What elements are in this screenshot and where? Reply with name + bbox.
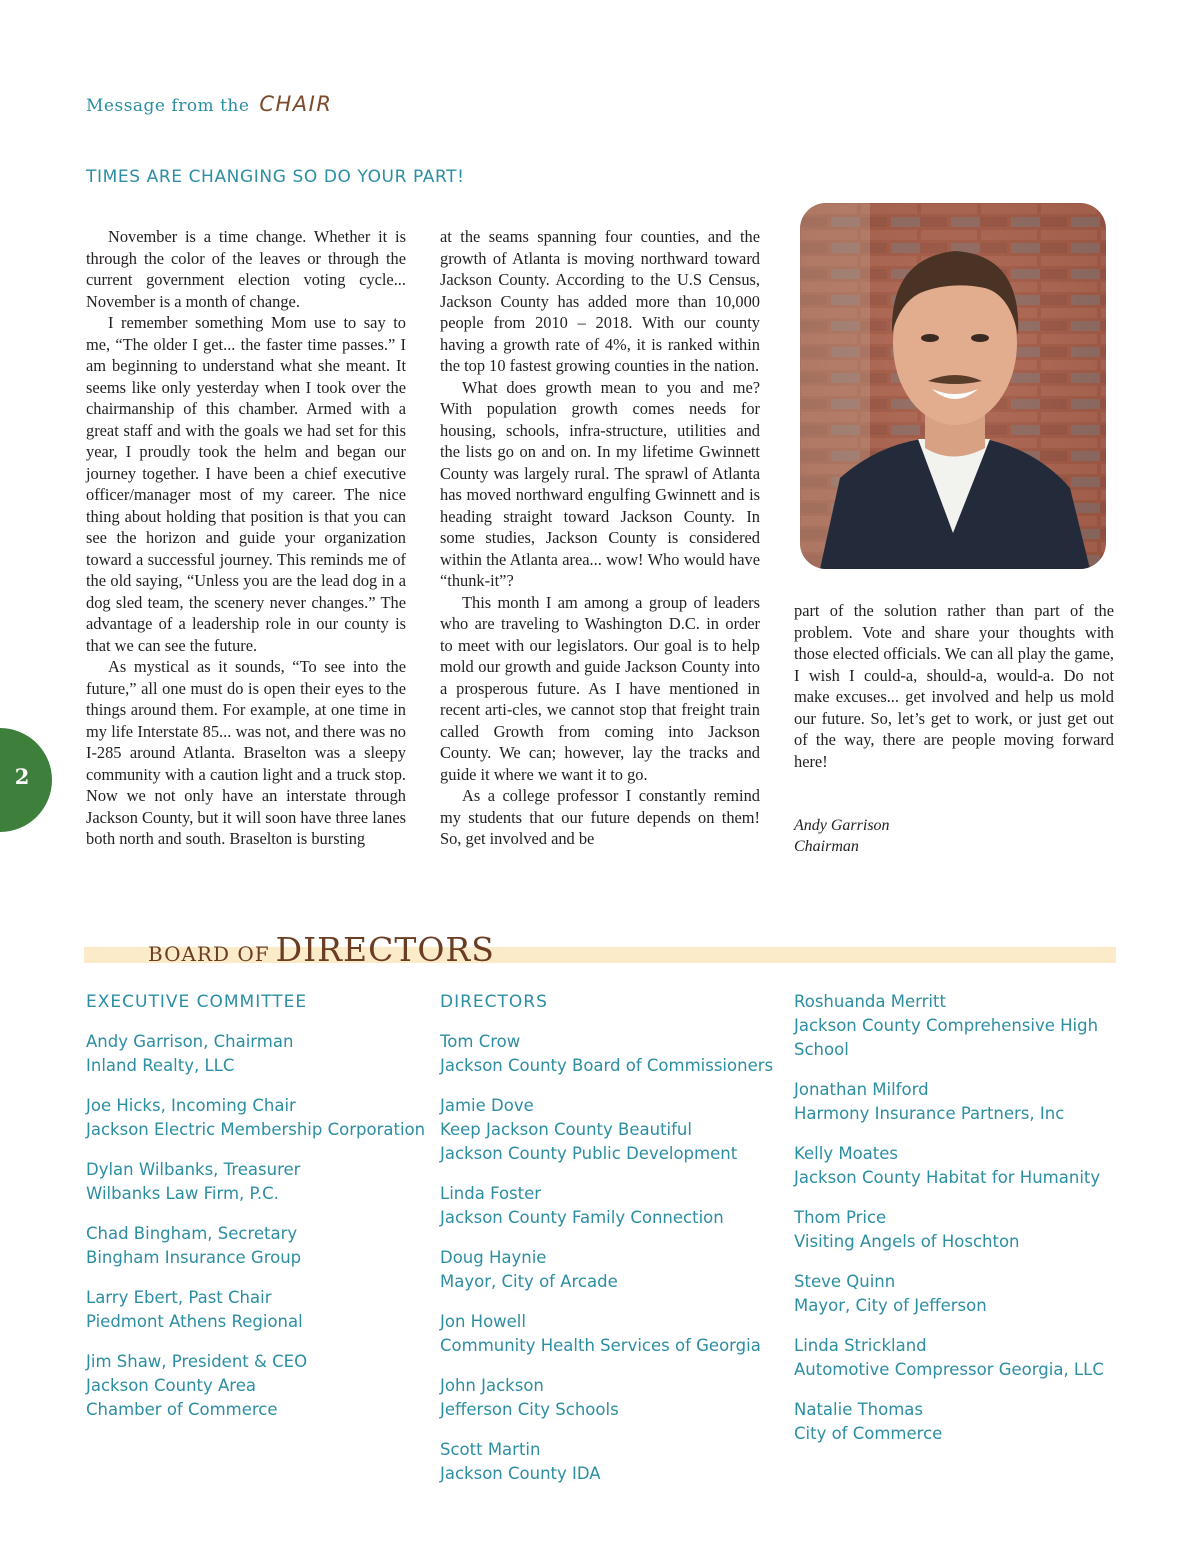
board-member <box>86 1222 426 1270</box>
paragraph: What does growth mean to you and me? With population growth comes needs for housing, schools, infra-structure, utilities and the lists go on and on. In my lifetime Gwinnett County was largely rural. The sprawl of Atlanta has moved northward engulfing Gwinnett and is heading straight toward Jackson County. In some studies, Jackson County is considered within the Atlanta area... wow! Who would have “thunk-it”? <box>440 377 760 590</box>
member-name: Jim Shaw, President & CEO <box>86 1352 308 1371</box>
paragraph: part of the solution rather than part of the problem. Vote and share your thoughts with those elected officials. We can all play the game, I wish I could-a, should-a, would-a. Do not make excuses... get involved and help us mold our future. So, let’s get to work, or just get out of the way, there are people moving forward here! <box>794 601 1114 771</box>
member-organization: Piedmont Athens Regional <box>86 1312 303 1331</box>
member-name: Doug Haynie <box>440 1248 547 1267</box>
paragraph: This month I am among a group of leaders who are traveling to Washington D.C. in order to meet with our legislators. Our goal is to help mold our growth and guide Jackson County into a prosperous future. As I have mentioned in recent arti-cles, we cannot stop that freight train called Growth from coming into Jackson County. We can; however, lay the tracks and guide it where we want it to go. <box>440 592 760 784</box>
board-member <box>794 1142 1134 1190</box>
board-title-small: BOARD OF <box>148 942 270 966</box>
member-name: Kelly Moates <box>794 1144 898 1163</box>
member-organization: Wilbanks Law Firm, P.C. <box>86 1184 279 1203</box>
paragraph: November is a time change. Whether it is through the color of the leaves or through the current government election voting cycle... November is a month of change. <box>86 227 406 311</box>
board-member <box>440 1246 780 1294</box>
member-organization: Jackson County IDA <box>440 1464 601 1483</box>
director-member-list-continued <box>794 990 1134 1446</box>
board-member <box>794 1398 1134 1446</box>
member-name: Joe Hicks, Incoming Chair <box>86 1096 296 1115</box>
kicker-emphasis: CHAIR <box>259 92 333 116</box>
article-column-1 <box>86 226 406 850</box>
board-member <box>440 1182 780 1230</box>
member-organization: Mayor, City of Jefferson <box>794 1296 987 1315</box>
board-member <box>794 990 1134 1062</box>
member-name: Linda Strickland <box>794 1336 927 1355</box>
article-headline: TIMES ARE CHANGING SO DO YOUR PART! <box>86 167 465 187</box>
member-organization: Mayor, City of Arcade <box>440 1272 618 1291</box>
board-member <box>440 1374 780 1422</box>
member-name: Steve Quinn <box>794 1272 896 1291</box>
page-number: 2 <box>14 764 30 789</box>
paragraph: As mystical as it sounds, “To see into the future,” all one must do is open their eyes to the things around them. For example, at one time in my life Interstate 85... was not, and there was no I-285 around Atlanta. Braselton was a sleepy community with a caution light and a truck stop. Now we not only have an interstate through Jackson County, but it will soon have three lanes both north and south. Braselton is bursting <box>86 657 406 848</box>
member-organization: Bingham Insurance Group <box>86 1248 302 1267</box>
member-name: Scott Martin <box>440 1440 541 1459</box>
member-organization: Keep Jackson County Beautiful <box>440 1120 692 1139</box>
board-member <box>86 1286 426 1334</box>
paragraph: I remember something Mom use to say to me, “The older I get... the faster time passes.” I am beginning to understand what she meant. It seems like only yesterday when I took over the chairmanship of this chamber. Armed with a great staff and with the goals we had set for this year, I proudly took the helm and began our journey together. I have been a chief executive officer/manager most of my career. The nice thing about holding that position is that you can see the horizon and guide your organization toward a successful journey. This reminds me of the old saying, “Unless you are the lead dog in a dog sled team, the scenery never changes.” The advantage of a leadership role in our county is that we can see the future. <box>86 313 406 655</box>
member-organization: Jackson County Public Development <box>440 1144 738 1163</box>
directors-column <box>440 990 780 1502</box>
member-organization: Jackson County Comprehensive High <box>794 1016 1099 1035</box>
board-member <box>86 1158 426 1206</box>
board-member <box>440 1094 780 1166</box>
member-name: Tom Crow <box>440 1032 521 1051</box>
member-organization: Harmony Insurance Partners, Inc <box>794 1104 1065 1123</box>
member-organization: Chamber of Commerce <box>86 1400 278 1419</box>
member-organization: Jackson Electric Membership Corporation <box>86 1120 426 1139</box>
kicker-prefix: Message from the <box>86 96 250 116</box>
member-name: Roshuanda Merritt <box>794 992 946 1011</box>
member-organization: City of Commerce <box>794 1424 943 1443</box>
board-member <box>86 1350 426 1422</box>
board-title-big: DIRECTORS <box>275 930 495 969</box>
member-organization: Community Health Services of Georgia <box>440 1336 761 1355</box>
member-organization: Jackson County Family Connection <box>440 1208 724 1227</box>
member-name: Chad Bingham, Secretary <box>86 1224 298 1243</box>
board-member <box>794 1206 1134 1254</box>
member-name: Jon Howell <box>440 1312 526 1331</box>
member-organization: Jefferson City Schools <box>440 1400 619 1419</box>
paragraph: at the seams spanning four counties, and the growth of Atlanta is moving northward toward Jackson County. According to the U.S Census, Jackson County has added more than 10,000 people from 2010 – 2018. With our county having a growth rate of 4%, it is ranked within the top 10 fastest growing counties in the nation. <box>440 227 760 375</box>
chairman-portrait-photo <box>800 203 1106 569</box>
member-name: Jamie Dove <box>440 1096 534 1115</box>
director-member-list <box>440 1030 780 1486</box>
member-name: John Jackson <box>440 1376 544 1395</box>
board-member <box>440 1030 780 1078</box>
member-name: Dylan Wilbanks, Treasurer <box>86 1160 301 1179</box>
board-member <box>440 1310 780 1358</box>
board-member <box>440 1438 780 1486</box>
board-member <box>86 1094 426 1142</box>
executive-committee-column <box>86 990 426 1438</box>
member-organization: School <box>794 1040 849 1059</box>
member-organization: Jackson County Habitat for Humanity <box>794 1168 1101 1187</box>
member-organization: Visiting Angels of Hoschton <box>794 1232 1020 1251</box>
signature-name: Andy Garrison <box>794 817 890 834</box>
signature-title: Chairman <box>794 838 859 855</box>
member-organization: Inland Realty, LLC <box>86 1056 235 1075</box>
portrait-illustration <box>800 203 1106 569</box>
article-column-3 <box>794 600 1114 772</box>
section-kicker <box>86 92 332 116</box>
board-member <box>794 1334 1134 1382</box>
directors-continued-column <box>794 990 1134 1462</box>
executive-committee-heading: EXECUTIVE COMMITTEE <box>86 992 308 1012</box>
paragraph: As a college professor I constantly remind my students that our future depends on them! So, get involved and be <box>440 786 760 848</box>
member-organization: Jackson County Board of Commissioners <box>440 1056 774 1075</box>
member-name: Larry Ebert, Past Chair <box>86 1288 272 1307</box>
member-name: Linda Foster <box>440 1184 542 1203</box>
board-member <box>794 1270 1134 1318</box>
executive-member-list <box>86 1030 426 1422</box>
board-member <box>86 1030 426 1078</box>
member-name: Andy Garrison, Chairman <box>86 1032 294 1051</box>
member-name: Thom Price <box>794 1208 887 1227</box>
member-name: Jonathan Milford <box>794 1080 929 1099</box>
member-name: Natalie Thomas <box>794 1400 924 1419</box>
directors-heading: DIRECTORS <box>440 992 548 1012</box>
board-member <box>794 1078 1134 1126</box>
board-title <box>148 930 495 969</box>
signature <box>794 815 890 857</box>
article-column-2 <box>440 226 760 850</box>
member-organization: Automotive Compressor Georgia, LLC <box>794 1360 1104 1379</box>
member-organization: Jackson County Area <box>86 1376 256 1395</box>
